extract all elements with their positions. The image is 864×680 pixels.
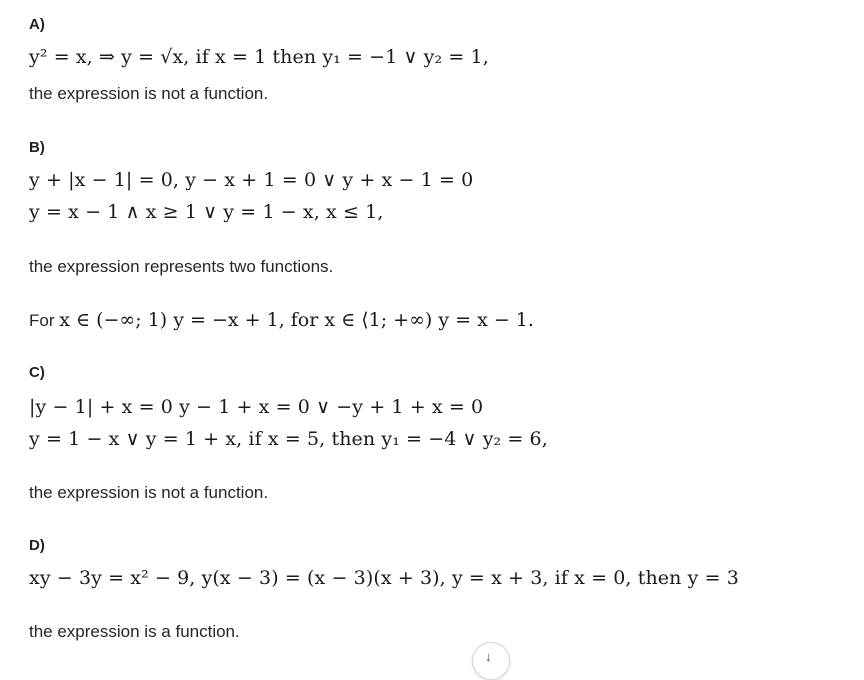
section-b-math-line-1: y + |x − 1| = 0, y − x + 1 = 0 ∨ y + x − 1 = 0 [29, 169, 474, 191]
section-b-for-math: x ∈ (−∞; 1) y = −x + 1, for x ∈ ⟨1; +∞) y = x − 1. [59, 309, 534, 331]
section-b-math-line-2: y = x − 1 ∧ x ≥ 1 ∨ y = 1 − x, x ≤ 1, [29, 201, 384, 223]
section-c-math-line-2: y = 1 − x ∨ y = 1 + x, if x = 5, then y₁ = −4 ∨ y₂ = 6, [29, 428, 548, 450]
section-d-label: D) [29, 537, 45, 554]
section-a-conclusion: the expression is not a function. [29, 84, 269, 103]
section-d-math: xy − 3y = x² − 9, y(x − 3) = (x − 3)(x + 3), y = x + 3, if x = 0, then y = 3 [29, 567, 739, 589]
section-a-math: y² = x, ⇒ y = √x, if x = 1 then y₁ = −1 ∨ y₂ = 1, [29, 46, 489, 68]
section-a-label: A) [29, 16, 45, 33]
section-b-for-prefix: For [29, 311, 55, 330]
scroll-to-bottom-button[interactable] [472, 642, 510, 680]
section-c-math-line-1: |y − 1| + x = 0 y − 1 + x = 0 ∨ −y + 1 + x = 0 [29, 396, 484, 418]
section-c-conclusion: the expression is not a function. [29, 483, 269, 502]
section-d-conclusion: the expression is a function. [29, 622, 240, 641]
arrow-down-icon: ↓ [485, 649, 492, 664]
section-b-label: B) [29, 139, 45, 156]
section-b-domain-line [29, 309, 534, 331]
section-c-label: C) [29, 364, 45, 381]
section-b-conclusion: the expression represents two functions. [29, 257, 334, 276]
